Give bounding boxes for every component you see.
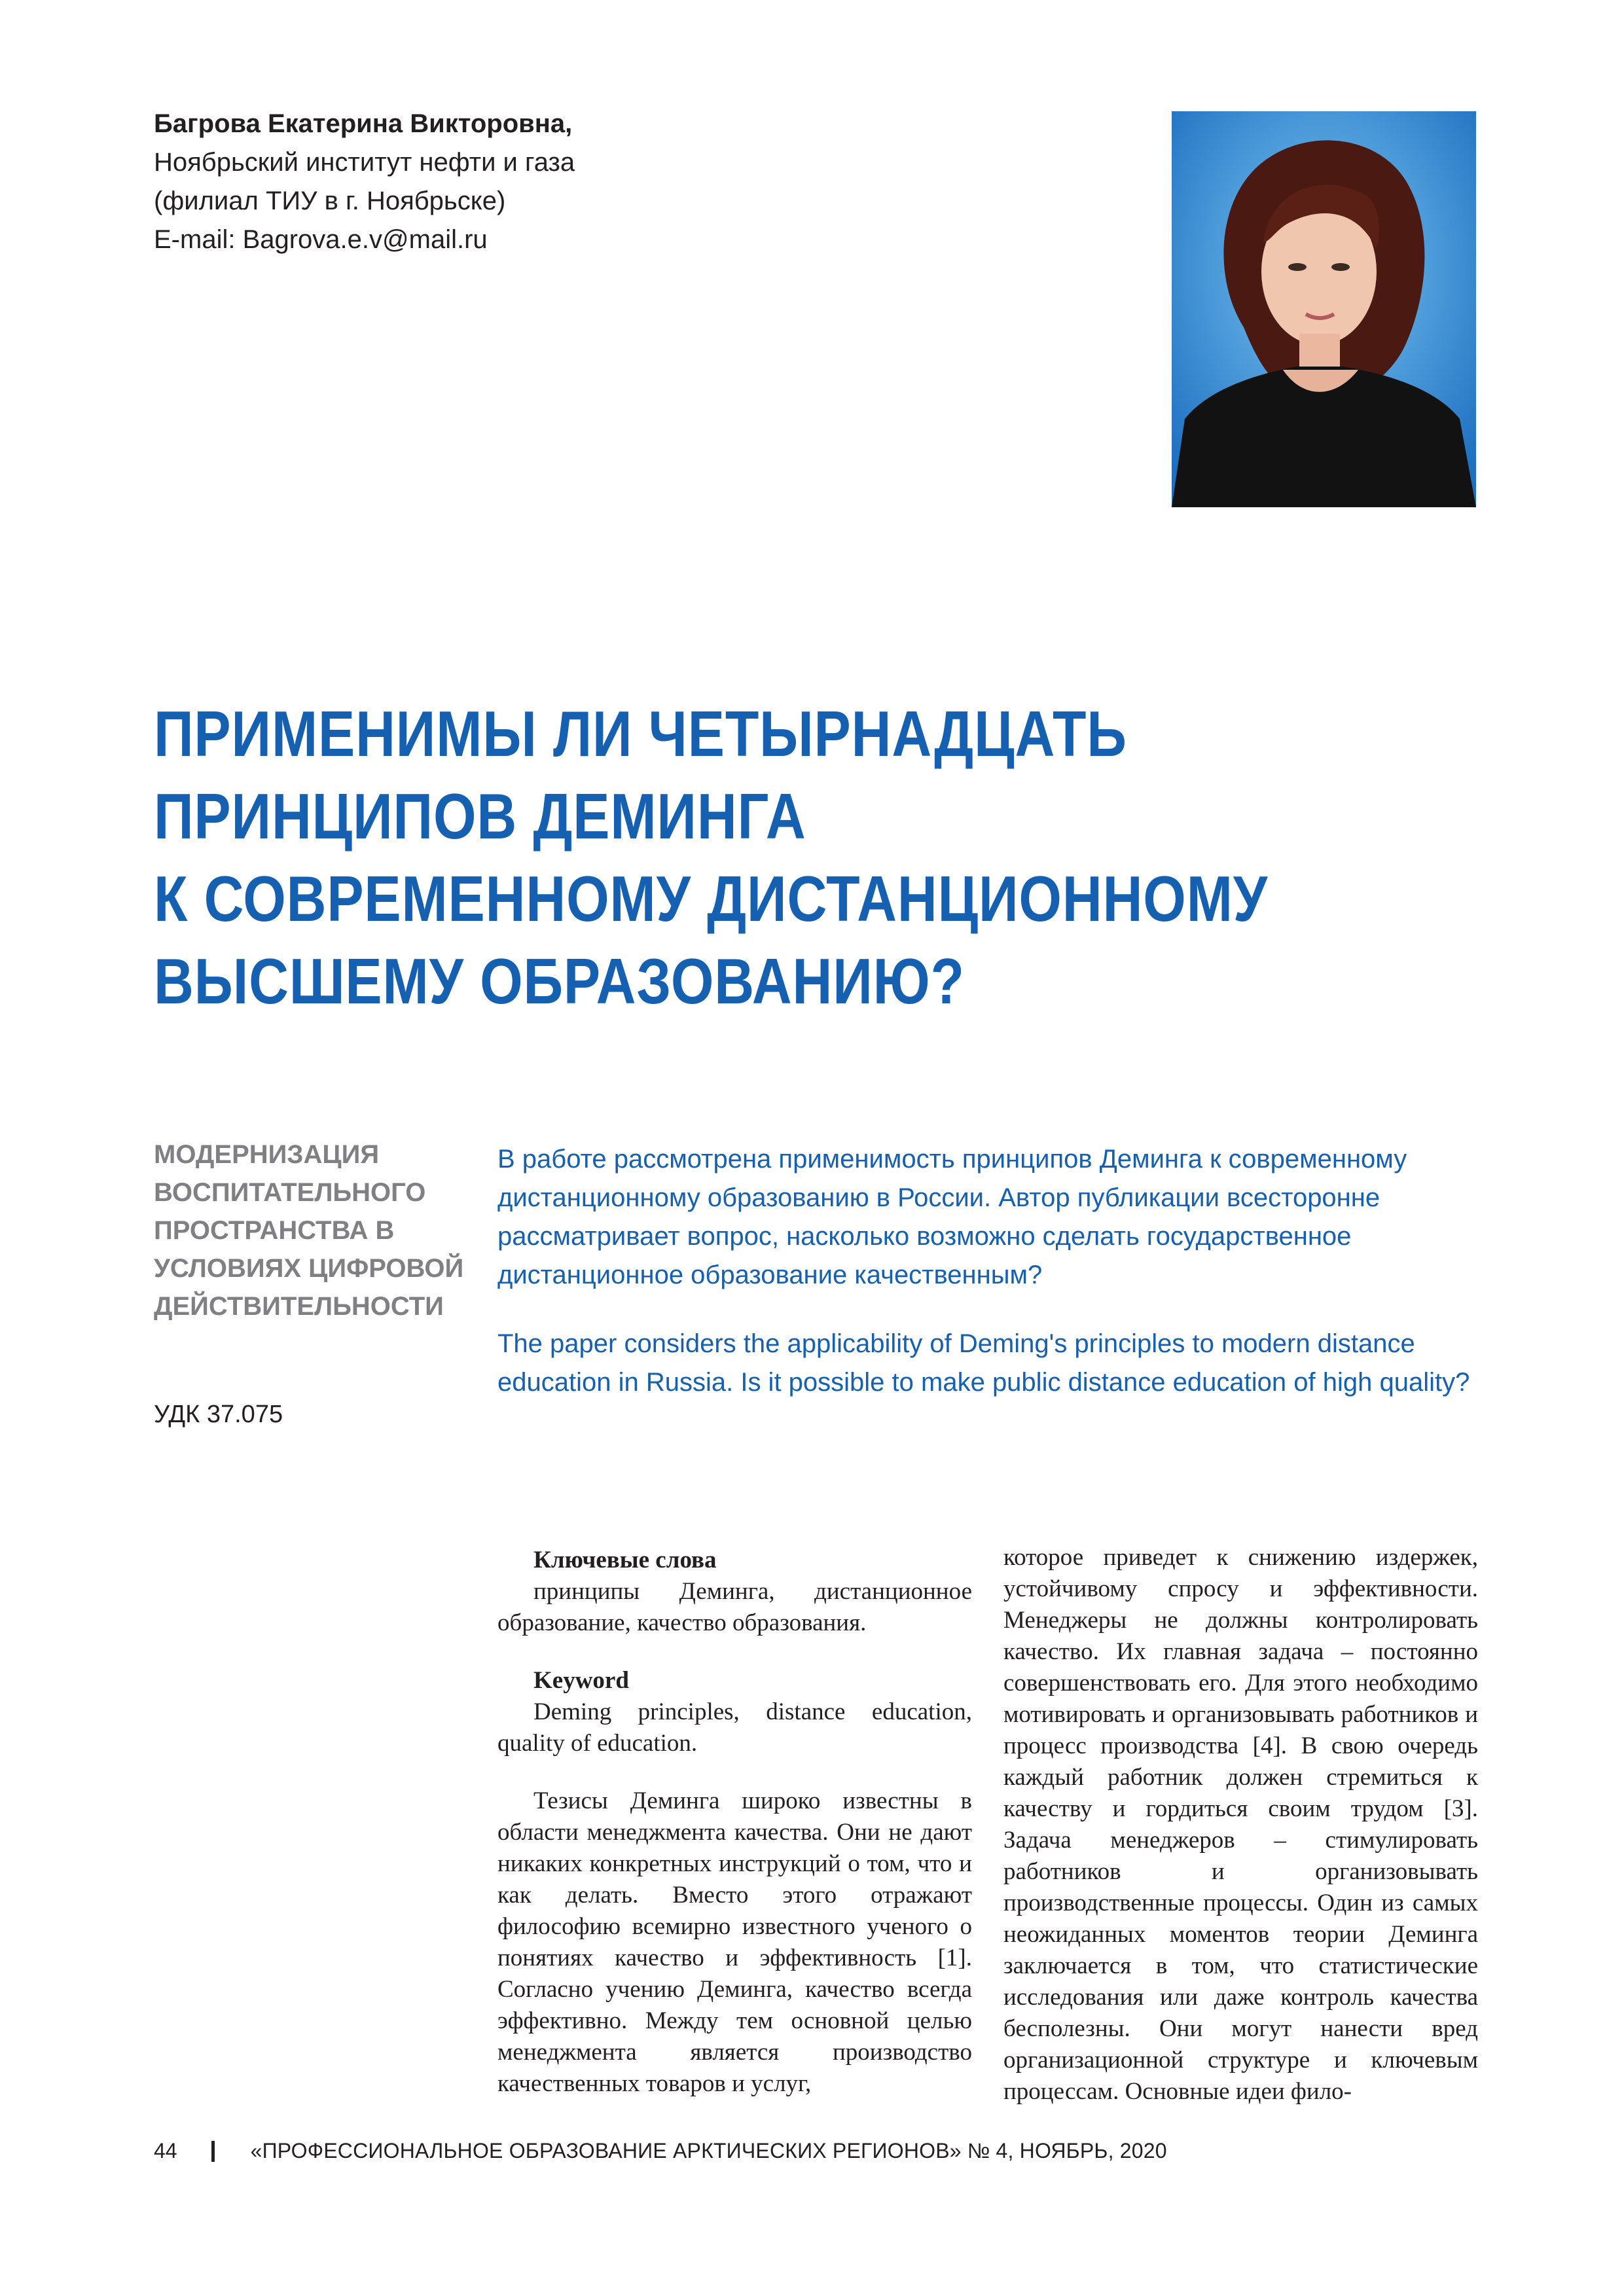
author-block [154,105,575,259]
author-email: E-mail: Bagrova.e.v@mail.ru [154,225,488,254]
page-number: 44 [154,2139,177,2162]
author-name: Багрова Екатерина Викторовна, [154,109,573,138]
author-affiliation-branch: (филиал ТИУ в г. Ноябрьске) [154,187,506,215]
text-column-right [1003,1542,1478,2108]
portrait-image [1172,111,1476,507]
abstract-block [497,1140,1479,1432]
body-paragraph: Тезисы Деминга широко известны в области менеджмента качества. Они не дают никаких конкретных инструкций о том, что и как делать. Вместо этого отражают философию всемирно известного ученого о понятиях качество и эффективность [1]. Согласно учению Деминга, качество всегда эффективно. Между тем основной целью менеджмента является производство качественных товаров и услуг, [497,1787,972,2097]
page-footer [154,2139,1167,2163]
keywords-heading-en: Keyword [533,1667,629,1694]
journal-name: «ПРОФЕССИОНАЛЬНОЕ ОБРАЗОВАНИЕ АРКТИЧЕСКИХ РЕГИОНОВ» № 4, НОЯБРЬ, 2020 [250,2139,1167,2162]
keywords-en: Deming principles, distance education, quality of education. [497,1698,972,1757]
author-photo [1172,111,1476,507]
title-line: ПРИМЕНИМЫ ЛИ ЧЕТЫРНАДЦАТЬ [154,698,1127,770]
keywords-ru: принципы Деминга, дистанционное образование, качество образования. [497,1578,972,1636]
article-title [154,692,1308,1022]
body-paragraph-continued: которое приведет к снижению издержек, устойчивому спросу и эффективности. Менеджеры не должны контролировать качество. Их главная задача – постоянно совершенствовать его. Для этого необходимо мотивировать и организовывать работников и процесс производства [4]. В свою очередь каждый работник должен стремиться к качеству и гордиться своим трудом [3]. Задача менеджеров – стимулировать работников и организовывать производственные процессы. Один из самых неожиданных моментов теории Деминга заключается в том, что статистические исследования или даже контроль качества бесполезны. Они могут нанести вред организационной структуре и ключевым процессам. Основные идеи фило- [1003,1544,1478,2105]
udk-code: УДК 37.075 [154,1401,283,1428]
section-rubric: МОДЕРНИЗАЦИЯ ВОСПИТАТЕЛЬНОГО ПРОСТРАНСТВА В УСЛОВИЯХ ЦИФРОВОЙ ДЕЙСТВИТЕЛЬНОСТИ [154,1140,464,1321]
author-affiliation: Ноябрьский институт нефти и газа [154,148,575,177]
title-line: ПРИНЦИПОВ ДЕМИНГА [154,780,806,852]
keywords-heading-ru: Ключевые слова [533,1547,717,1573]
title-line: ВЫСШЕМУ ОБРАЗОВАНИЮ? [154,945,965,1017]
footer-separator [211,2141,215,2162]
abstract-en: The paper considers the applicability of Deming's principles to modern distance education in Russia. Is it possible to make public distance education of high quality? [497,1329,1470,1397]
abstract-ru: В работе рассмотрена применимость принципов Деминга к современному дистанционному образованию в России. Автор публикации всесторонне рассматривает вопрос, насколько возможно сделать государственное дистанционное образование качественным? [497,1145,1407,1289]
text-column-left [497,1545,972,2100]
title-line: К СОВРЕМЕННОМУ ДИСТАНЦИОННОМУ [154,863,1269,935]
